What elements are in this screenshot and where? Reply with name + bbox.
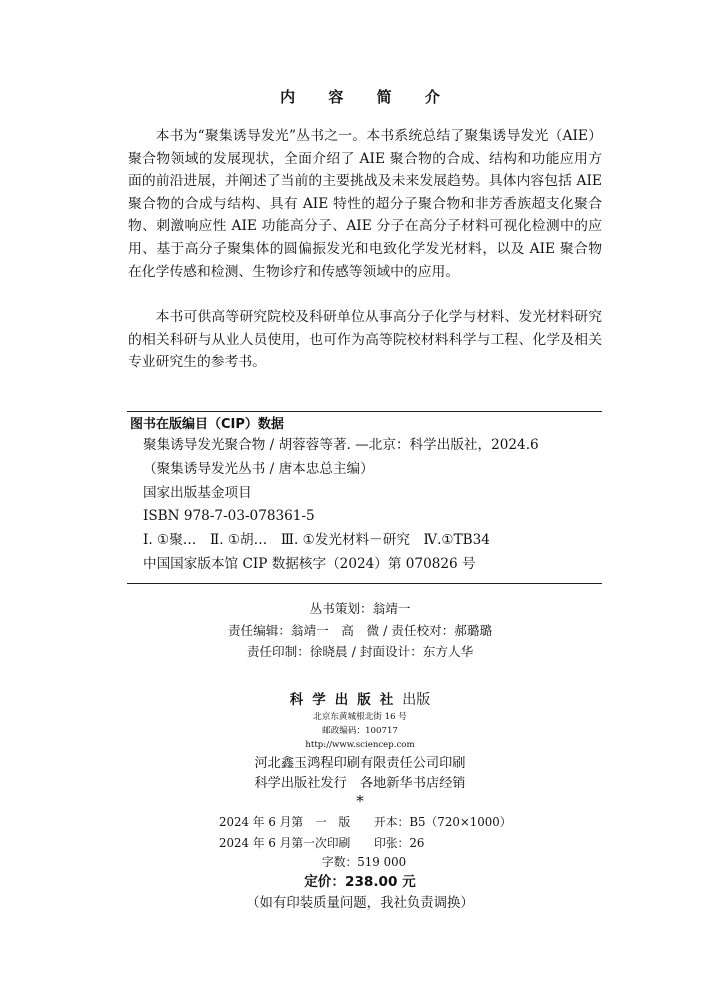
publisher-website: http://www.sciencep.com xyxy=(305,740,415,750)
word-count-line: 字数：519 000 xyxy=(321,855,407,869)
price-line: 定价：238.00 元 xyxy=(304,874,416,890)
printer-line: 河北鑫玉鸿程印刷有限责任公司印刷 xyxy=(254,756,466,771)
cip-line-record-number: 中国国家版本馆 CIP 数据核字（2024）第 070826 号 xyxy=(143,555,476,572)
credit-planner: 丛书策划：翁靖一 xyxy=(309,601,411,616)
credit-editors: 责任编辑：翁靖一 高 微 / 责任校对：郝璐璐 xyxy=(227,623,493,638)
edition-format-line: 2024 年 6 月第 一 版 开本：B5（720×1000） xyxy=(219,815,512,829)
credit-printing: 责任印制：徐晓晨 / 封面设计：东方人华 xyxy=(246,644,474,659)
publisher-line xyxy=(0,688,720,709)
publisher-logo: 科学出版社 xyxy=(289,692,403,708)
publisher-postcode: 邮政编码：100717 xyxy=(322,726,398,736)
quality-notice: （如有印装质量问题，我社负责调换） xyxy=(246,896,474,911)
cip-line-series: （聚集诱导发光丛书 / 唐本忠总主编） xyxy=(143,460,374,477)
publisher-address: 北京东黄城根北街 16 号 xyxy=(313,712,407,722)
cip-line-book: 聚集诱导发光聚合物 / 胡蓉蓉等著. —北京：科学出版社，2024.6 xyxy=(143,437,539,453)
separator-asterisk: * xyxy=(356,792,364,810)
cip-line-fund: 国家出版基金项目 xyxy=(143,484,252,501)
cip-title: 图书在版编目（CIP）数据 xyxy=(130,417,284,432)
cip-line-classification: Ⅰ. ①聚… Ⅱ. ①胡… Ⅲ. ①发光材料－研究 Ⅳ.①TB34 xyxy=(143,532,490,549)
publisher-suffix: 出版 xyxy=(402,692,431,708)
page-title: 内 容 简 介 xyxy=(280,88,454,106)
intro-paragraph-2: 本书可供高等研究院校及科研单位从事高分子化学与材料、发光材料研究的相关科研与从业人员使用，也可作为高等院校材料科学与工程、化学及相关专业研究生的参考书。 xyxy=(128,309,602,371)
cip-data-block xyxy=(127,411,602,584)
printing-sheets-line: 2024 年 6 月第一次印刷 印张：26 xyxy=(219,836,425,850)
distributor-line: 科学出版社发行 各地新华书店经销 xyxy=(254,776,466,791)
intro-paragraph-1: 本书为“聚集诱导发光”丛书之一。本书系统总结了聚集诱导发光（AIE）聚合物领域的发展现状，全面介绍了 AIE 聚合物的合成、结构和功能应用方面的前沿进展，并阐述了当前的主要挑战及未来发展趋势。具体内容包括 AIE 聚合物的合成与结构、具有 AIE 特性的超分子聚合物和非芳香族超支化聚合物、刺激响应性 AIE 功能高分子、AIE 分子在高分子材料可视化检测中的应用、基于高分子聚集体的圆偏振发光和电致化学发光材料，以及 AIE 聚合物在化学传感和检测、生物诊疗和传感等领域中的应用。 xyxy=(128,128,602,280)
cip-line-isbn: ISBN 978-7-03-078361-5 xyxy=(143,508,315,525)
